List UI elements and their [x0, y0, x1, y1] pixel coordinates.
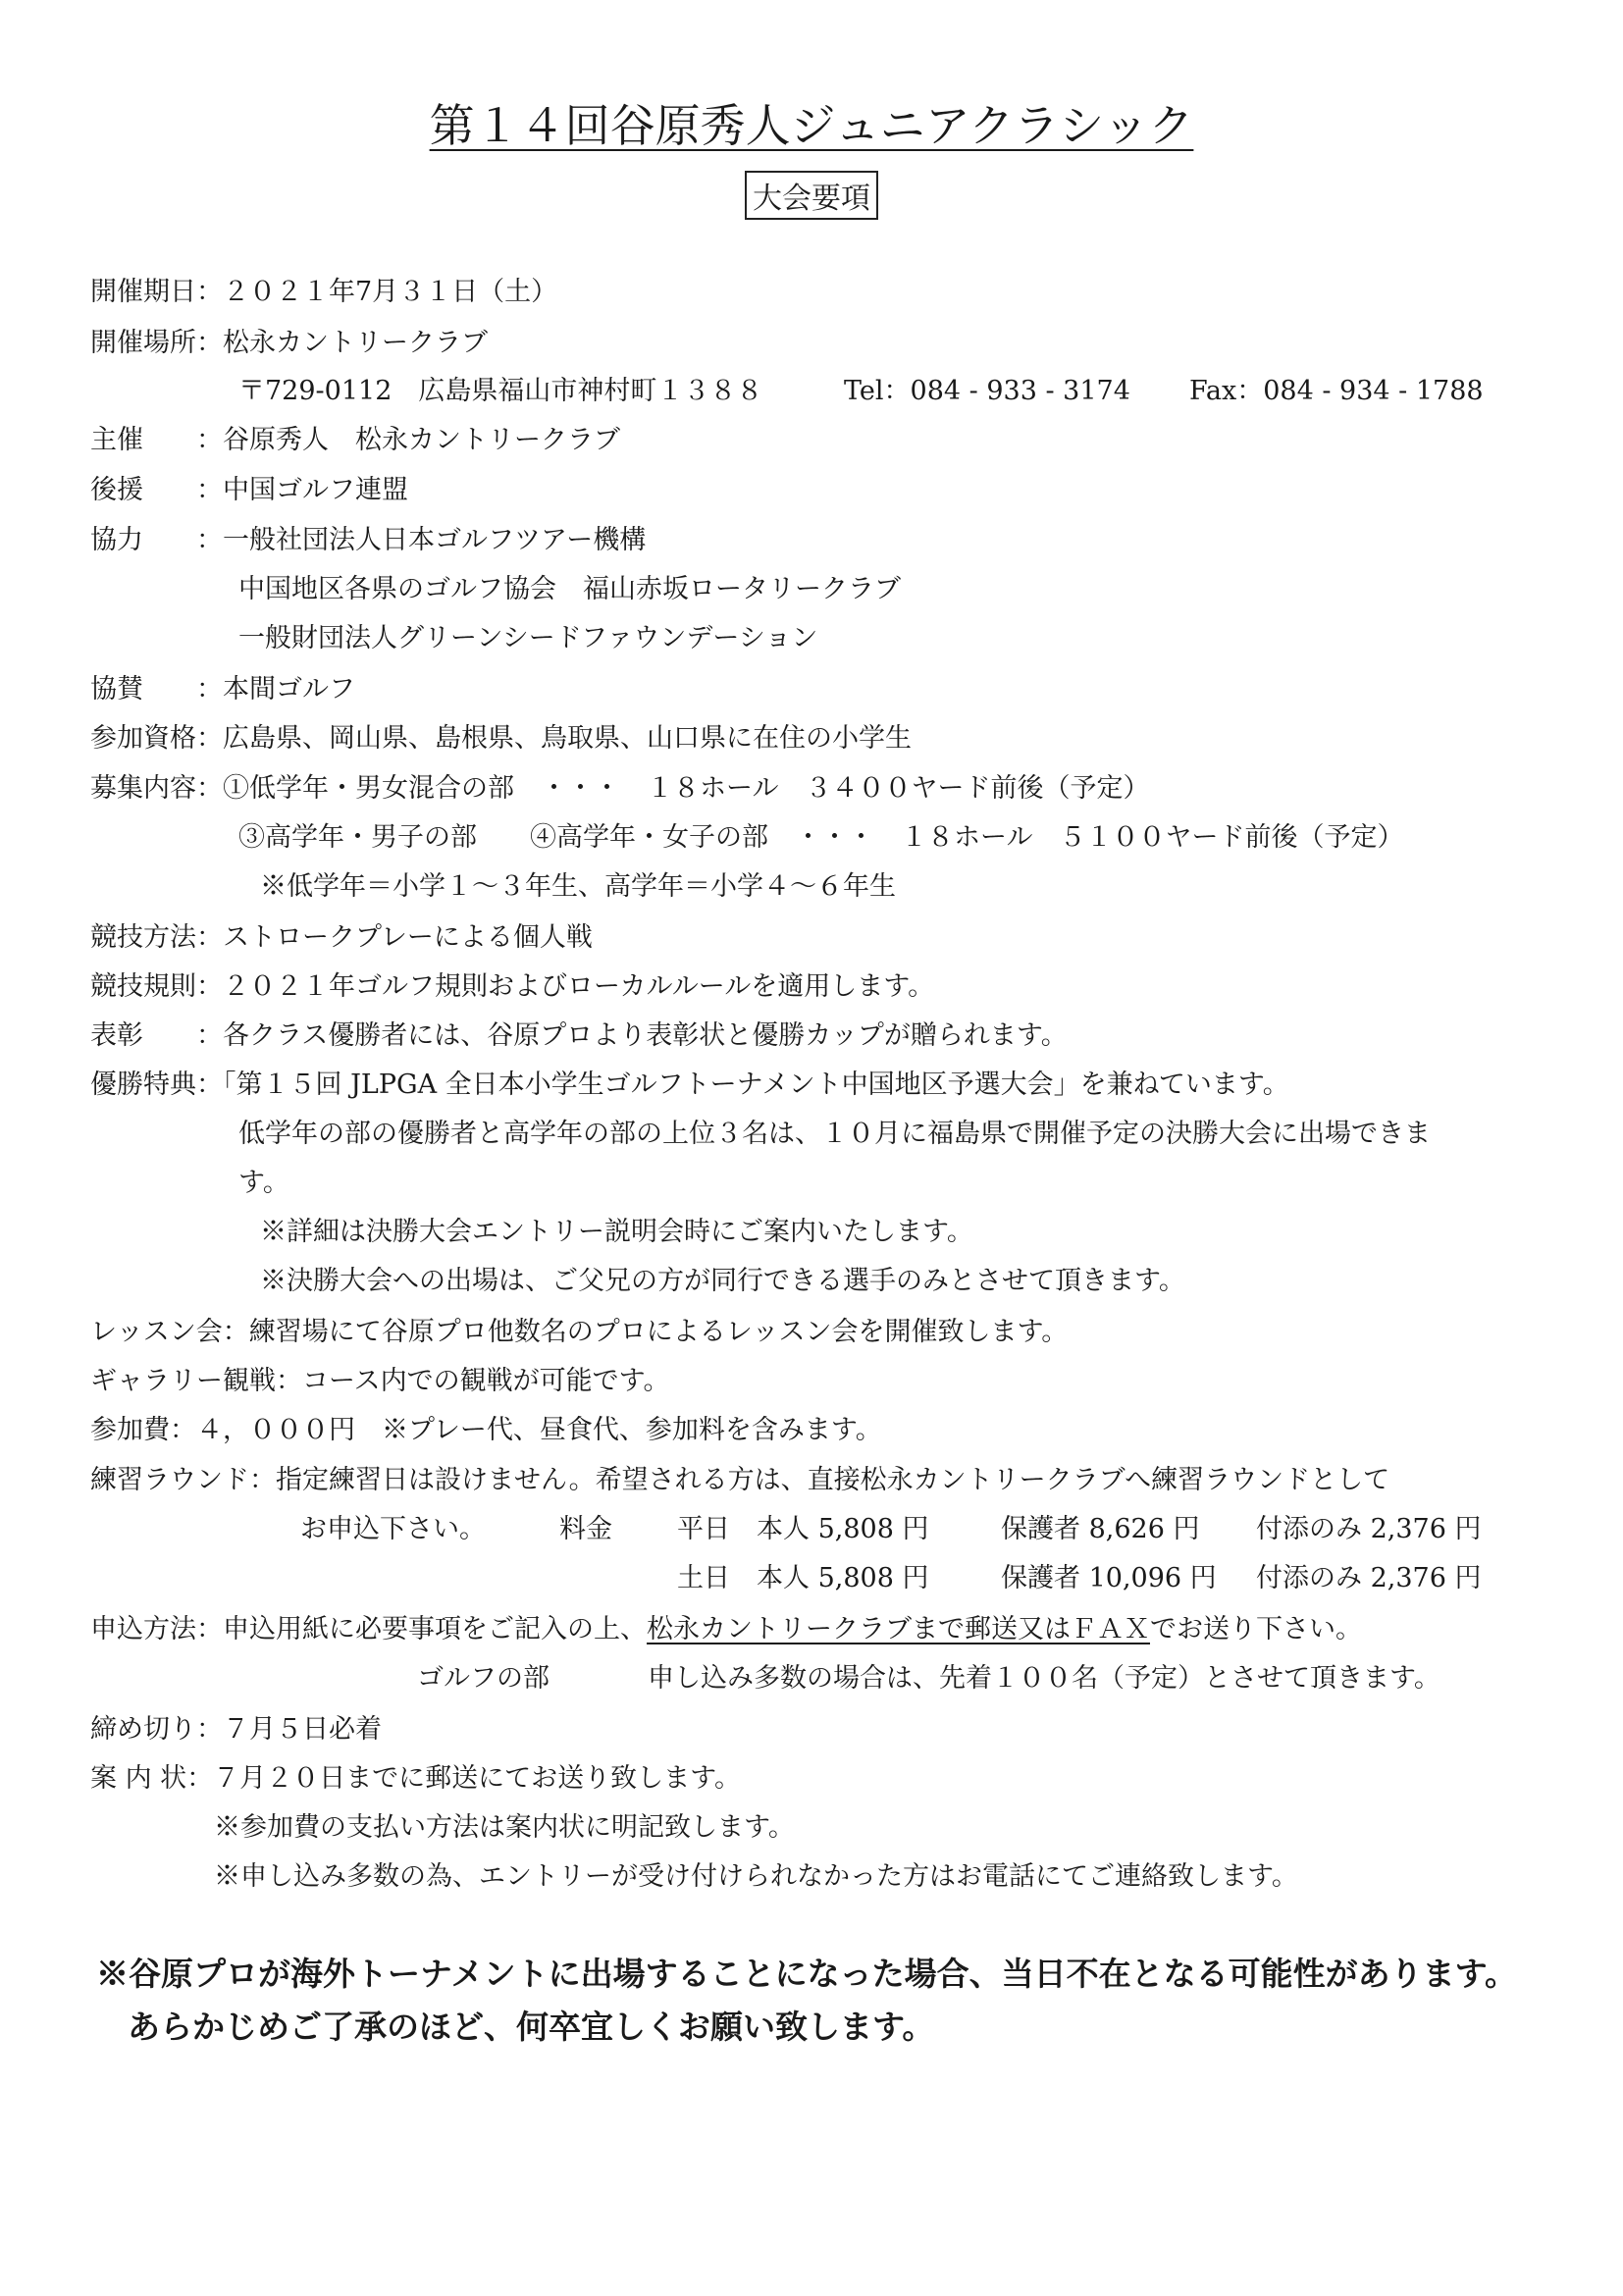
- apply-golf-text: 申し込み多数の場合は、先着１００名（予定）とさせて頂きます。: [648, 1663, 1440, 1694]
- page-title-text: 第１４回谷原秀人ジュニアクラシック: [429, 99, 1194, 152]
- practice-fee-label: 料金: [559, 1514, 612, 1544]
- date-line: 開催期日：２０２１年7月３１日（土）: [90, 277, 558, 307]
- fee-line: 参加費：４，０００円 ※プレー代、昼食代、参加料を含みます。: [90, 1415, 882, 1445]
- category-note: ※低学年＝小学１～３年生、高学年＝小学４～６年生: [260, 871, 896, 902]
- practice-weekday-self: 平日 本人 5,808 円: [677, 1514, 929, 1544]
- support-line: 後援 ：中国ゴルフ連盟: [90, 475, 408, 505]
- practice-weekday-guardian: 保護者 8,626 円: [1001, 1514, 1200, 1544]
- notice-line-3: ※申し込み多数の為、エントリーが受け付けられなかった方はお電話にてご連絡致します。: [214, 1861, 1298, 1892]
- eligibility-line: 参加資格：広島県、岡山県、島根県、鳥取県、山口県に在住の小学生: [90, 723, 912, 754]
- practice-apply-text: お申込下さい。: [300, 1514, 486, 1544]
- apply-line: [90, 1613, 1362, 1646]
- notice-line: 案 内 状：７月２０日までに郵送にてお送り致します。: [90, 1763, 742, 1794]
- subtitle-wrap: [0, 171, 1623, 220]
- notice-line-2: ※参加費の支払い方法は案内状に明記致します。: [214, 1812, 795, 1843]
- host-line: 主催 ：谷原秀人 松永カントリークラブ: [90, 425, 620, 455]
- privilege-line-1: 優勝特典：「第１５回 JLPGA 全日本小学生ゴルフトーナメント中国地区予選大会」を兼ねています。: [90, 1070, 1289, 1100]
- sponsor-line: 協賛 ：本間ゴルフ: [90, 674, 355, 704]
- rules-line: 競技規則：２０２１年ゴルフ規則およびローカルルールを適用します。: [90, 971, 935, 1002]
- lesson-line: レッスン会：練習場にて谷原プロ他数名のプロによるレッスン会を開催致します。: [90, 1317, 1069, 1347]
- practice-weekend-guardian: 保護者 10,096 円: [1001, 1563, 1217, 1593]
- award-line: 表彰 ：各クラス優勝者には、谷原プロより表彰状と優勝カップが贈られます。: [90, 1020, 1068, 1051]
- apply-text-c: でお送り下さい。: [1150, 1614, 1362, 1644]
- fax-line: Fax：084 - 934 - 1788: [1189, 376, 1484, 406]
- gallery-line: ギャラリー観戦：コース内での観戦が可能です。: [90, 1366, 670, 1396]
- deadline-line: 締め切り：７月５日必着: [90, 1714, 382, 1745]
- privilege-line-5: ※決勝大会への出場は、ご父兄の方が同行できる選手のみとさせて頂きます。: [260, 1266, 1185, 1296]
- apply-text-a: 申込方法：申込用紙に必要事項をご記入の上、: [90, 1614, 647, 1644]
- privilege-line-3: す。: [238, 1168, 289, 1198]
- coop-line-2: 中国地区各県のゴルフ協会 福山赤坂ロータリークラブ: [238, 574, 901, 604]
- category-line-2: ③高学年・男子の部 ④高学年・女子の部 ・・・ １８ホール ５１００ヤード前後（予定）: [238, 822, 1404, 853]
- venue-line: 開催場所：松永カントリークラブ: [90, 328, 488, 358]
- format-line: 競技方法：ストロークプレーによる個人戦: [90, 922, 593, 953]
- apply-text-underlined: 松永カントリークラブまで郵送又はＦＡＸ: [647, 1614, 1150, 1644]
- practice-weekend-self: 土日 本人 5,808 円: [677, 1563, 929, 1593]
- tel-line: Tel：084 - 933 - 3174: [844, 376, 1130, 406]
- privilege-line-4: ※詳細は決勝大会エントリー説明会時にご案内いたします。: [260, 1217, 973, 1247]
- practice-line-1: 練習ラウンド：指定練習日は設けません。希望される方は、直接松永カントリークラブへ練習ラウンドとして: [90, 1465, 1390, 1495]
- apply-golf-label: ゴルフの部: [417, 1663, 550, 1694]
- practice-weekend-escort: 付添のみ 2,376 円: [1256, 1563, 1482, 1593]
- footer-note-1: ※谷原プロが海外トーナメントに出場することになった場合、当日不在となる可能性があります。: [96, 1955, 1518, 1993]
- address-line: 〒729-0112 広島県福山市神村町１３８８: [238, 376, 763, 406]
- practice-weekday-escort: 付添のみ 2,376 円: [1256, 1514, 1482, 1544]
- footer-note-2: あらかじめご了承のほど、何卒宜しくお願い致します。: [128, 2008, 935, 2046]
- page-title: [0, 90, 1623, 155]
- coop-line-1: 協力 ：一般社団法人日本ゴルフツアー機構: [90, 525, 647, 555]
- subtitle-box: 大会要項: [745, 171, 878, 220]
- coop-line-3: 一般財団法人グリーンシードファウンデーション: [238, 623, 818, 653]
- category-line-1: 募集内容：①低学年・男女混合の部 ・・・ １８ホール ３４００ヤード前後（予定）: [90, 773, 1150, 804]
- privilege-line-2: 低学年の部の優勝者と高学年の部の上位３名は、１０月に福島県で開催予定の決勝大会に出場できま: [238, 1119, 1431, 1149]
